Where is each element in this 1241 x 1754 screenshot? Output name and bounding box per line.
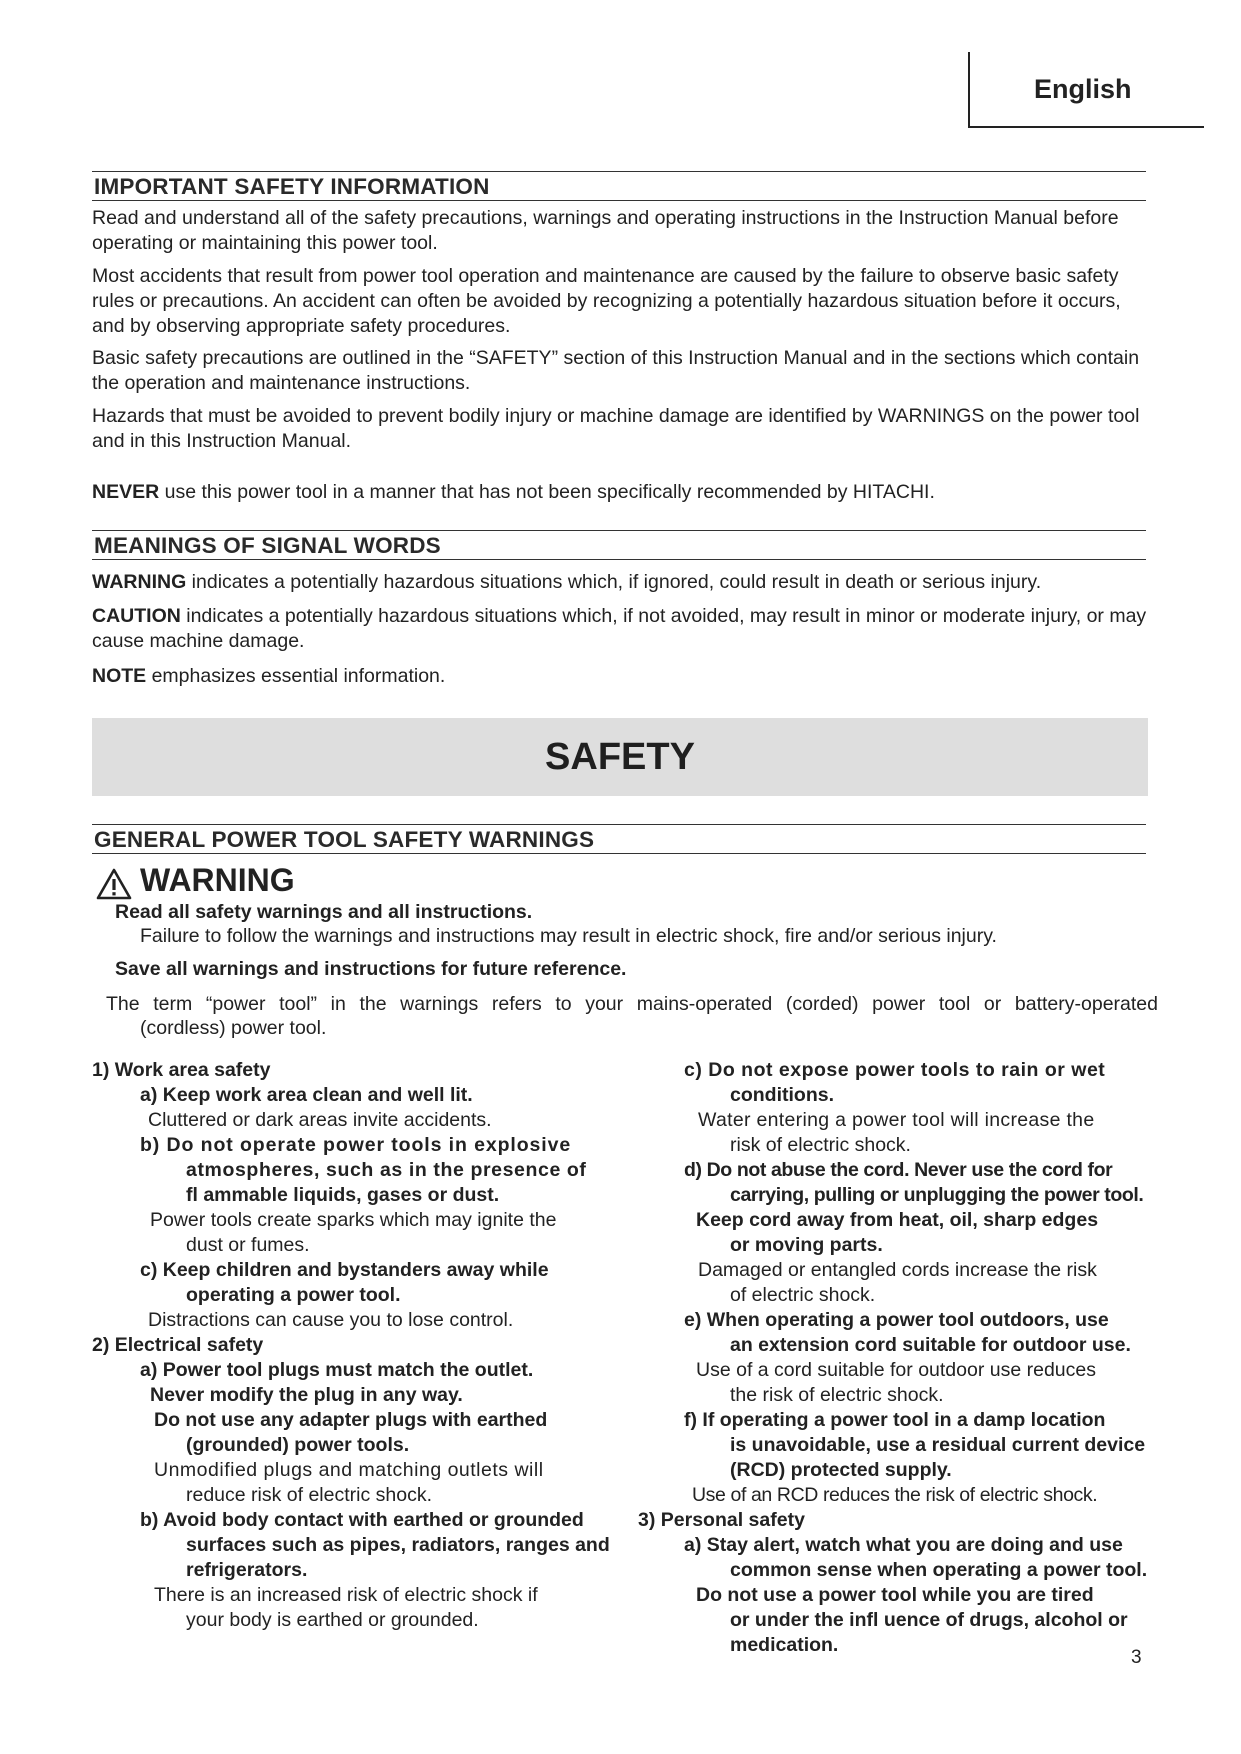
- list-item: Damaged or entangled cords increase the risk: [698, 1259, 1097, 1281]
- list-item: Unmodified plugs and matching outlets will: [154, 1459, 544, 1481]
- list-item: Use of a cord suitable for outdoor use reduces: [696, 1359, 1096, 1381]
- term-definition-line-1: The term “power tool” in the warnings refers to your mains-operated (corded) power tool or battery-operated: [106, 993, 1158, 1015]
- warning-triangle-icon: [96, 868, 132, 900]
- term-definition-line-2: (cordless) power tool.: [140, 1017, 327, 1039]
- list-item: conditions.: [730, 1084, 834, 1106]
- list-item: a) Keep work area clean and well lit.: [140, 1084, 473, 1106]
- list-item: Keep cord away from heat, oil, sharp edges: [696, 1209, 1099, 1231]
- list-item: an extension cord suitable for outdoor use.: [730, 1334, 1131, 1356]
- important-paragraph-2: Most accidents that result from power tool operation and maintenance are caused by the failure to observe basic safety rules or precautions. An accident can often be avoided by recognizing a potentially hazardous situation before it occurs, and by observing appropriate safety procedures.: [92, 265, 1121, 337]
- list-item: is unavoidable, use a residual current device: [730, 1434, 1146, 1456]
- list-item: of electric shock.: [730, 1284, 876, 1306]
- important-safety-heading: IMPORTANT SAFETY INFORMATION: [92, 171, 1146, 201]
- read-all-instruction: Read all safety warnings and all instructions.: [115, 901, 533, 923]
- list-item: carrying, pulling or unplugging the power tool.: [730, 1184, 1144, 1206]
- safety-banner: SAFETY: [92, 718, 1148, 796]
- signal-note: NOTE emphasizes essential information.: [92, 665, 446, 687]
- signal-words-heading: MEANINGS OF SIGNAL WORDS: [92, 530, 1146, 560]
- list-item: c) Do not expose power tools to rain or wet: [684, 1059, 1106, 1081]
- list-item: f) If operating a power tool in a damp location: [684, 1409, 1106, 1431]
- signal-warning: WARNING indicates a potentially hazardous situations which, if ignored, could result in death or serious injury.: [92, 571, 1042, 593]
- list-item: surfaces such as pipes, radiators, ranges and: [186, 1534, 610, 1556]
- list-item: or under the infl uence of drugs, alcohol or: [730, 1609, 1128, 1631]
- list-item: your body is earthed or grounded.: [186, 1609, 479, 1631]
- list-item: Distractions can cause you to lose control.: [148, 1309, 514, 1331]
- list-item: dust or fumes.: [186, 1234, 310, 1256]
- save-all-instruction: Save all warnings and instructions for future reference.: [115, 958, 627, 980]
- list-item: a) Stay alert, watch what you are doing and use: [684, 1534, 1123, 1556]
- list-item: Power tools create sparks which may ignite the: [150, 1209, 557, 1231]
- language-label: English: [1034, 74, 1132, 104]
- failure-statement: Failure to follow the warnings and instructions may result in electric shock, fire and/or serious injury.: [140, 925, 997, 947]
- list-item: Use of an RCD reduces the risk of electric shock.: [692, 1484, 1098, 1506]
- list-item: the risk of electric shock.: [730, 1384, 944, 1406]
- list-item: Do not use a power tool while you are tired: [696, 1584, 1094, 1606]
- list-item: refrigerators.: [186, 1559, 308, 1581]
- list-item: Water entering a power tool will increase the: [698, 1109, 1095, 1131]
- list-item: atmospheres, such as in the presence of: [186, 1159, 587, 1181]
- list-item: Cluttered or dark areas invite accidents.: [148, 1109, 492, 1131]
- list-item: (RCD) protected supply.: [730, 1459, 952, 1481]
- list-item: There is an increased risk of electric shock if: [154, 1584, 538, 1606]
- list-item: fl ammable liquids, gases or dust.: [186, 1184, 500, 1206]
- general-warnings-heading: GENERAL POWER TOOL SAFETY WARNINGS: [92, 824, 1146, 854]
- page-number: 3: [1131, 1647, 1142, 1668]
- list-item: common sense when operating a power tool.: [730, 1559, 1148, 1581]
- list-item: c) Keep children and bystanders away while: [140, 1259, 549, 1281]
- list-item: e) When operating a power tool outdoors, use: [684, 1309, 1109, 1331]
- list-item: b) Avoid body contact with earthed or grounded: [140, 1509, 584, 1531]
- important-paragraph-1: Read and understand all of the safety precautions, warnings and operating instructions in the Instruction Manual before operating or maintaining this power tool.: [92, 207, 1119, 254]
- list-item: operating a power tool.: [186, 1284, 401, 1306]
- list-item: a) Power tool plugs must match the outlet.: [140, 1359, 534, 1381]
- signal-caution: CAUTION indicates a potentially hazardous situations which, if not avoided, may result in minor or moderate injury, or may cause machine damage.: [92, 605, 1147, 652]
- important-paragraph-4: Hazards that must be avoided to prevent bodily injury or machine damage are identified by WARNINGS on the power tool and in this Instruction Manual.: [92, 405, 1140, 452]
- list-item: reduce risk of electric shock.: [186, 1484, 433, 1506]
- list-item: or moving parts.: [730, 1234, 883, 1256]
- never-statement: NEVER use this power tool in a manner that has not been specifically recommended by HITACHI.: [92, 481, 935, 503]
- list-item: d) Do not abuse the cord. Never use the cord for: [684, 1159, 1113, 1181]
- list-item: Do not use any adapter plugs with earthed: [154, 1409, 548, 1431]
- list-item: 2) Electrical safety: [92, 1334, 264, 1356]
- important-paragraph-3: Basic safety precautions are outlined in the “SAFETY” section of this Instruction Manual and in the sections which contain the operation and maintenance instructions.: [92, 347, 1140, 394]
- list-item: 3) Personal safety: [638, 1509, 805, 1531]
- list-item: 1) Work area safety: [92, 1059, 271, 1081]
- list-item: risk of electric shock.: [730, 1134, 911, 1156]
- list-item: b) Do not operate power tools in explosive: [140, 1134, 572, 1156]
- list-item: Never modify the plug in any way.: [150, 1384, 463, 1406]
- list-item: (grounded) power tools.: [186, 1434, 410, 1456]
- list-item: medication.: [730, 1634, 839, 1656]
